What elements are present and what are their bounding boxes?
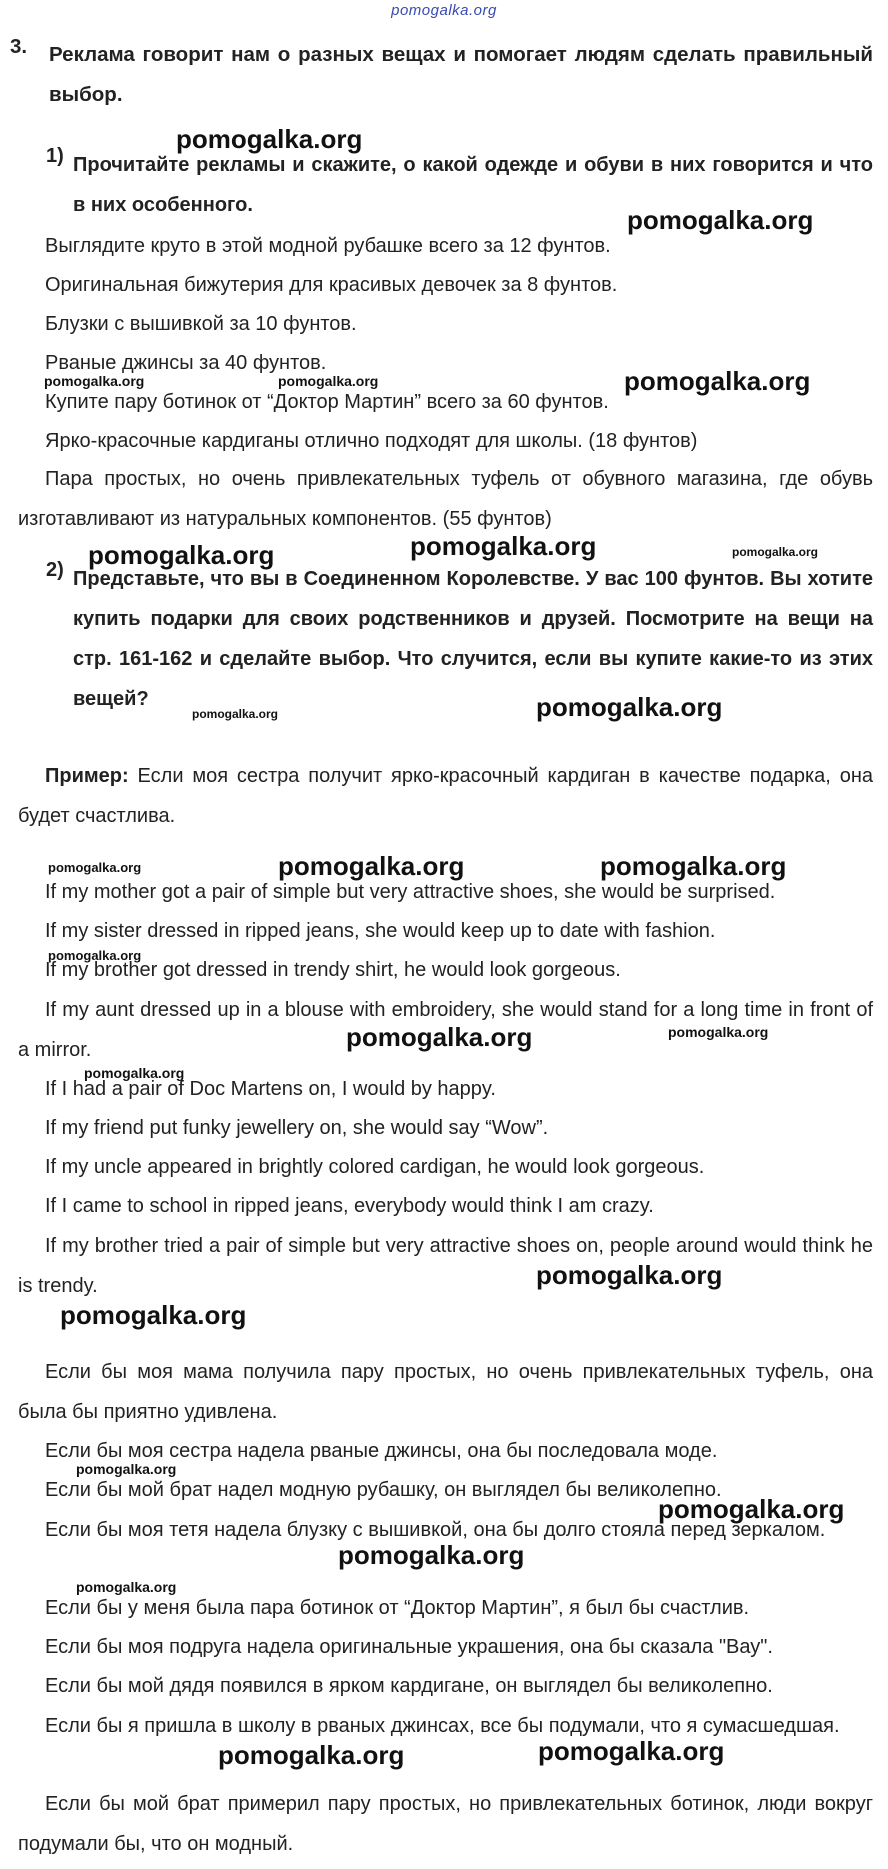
ad-item: Блузки с вышивкой за 10 фунтов.: [45, 313, 357, 335]
english-answer: If my sister dressed in ripped jeans, she would keep up to date with fashion.: [45, 920, 716, 942]
russian-answer: Если бы моя мама получила пару простых, но очень привлекательных туфель, она была бы приятно удивлена.: [18, 1361, 873, 1423]
watermark: pomogalka.org: [76, 1461, 177, 1477]
task-number: 3.: [10, 35, 28, 58]
example-text: Если моя сестра получит ярко-красочный кардиган в качестве подарка, она будет счастлива.: [18, 765, 873, 827]
watermark: pomogalka.org: [84, 1065, 185, 1081]
russian-answer: Если бы мой дядя появился в ярком кардигане, он выглядел бы великолепно.: [45, 1675, 773, 1697]
example-paragraph: [18, 756, 873, 836]
watermark: pomogalka.org: [44, 373, 145, 389]
english-answer: If my brother got dressed in trendy shirt, he would look gorgeous.: [45, 959, 621, 981]
watermark: pomogalka.org: [668, 1024, 769, 1040]
watermark: pomogalka.org: [538, 1736, 725, 1766]
english-answer: If my mother got a pair of simple but very attractive shoes, she would be surprised.: [45, 881, 776, 903]
watermark: pomogalka.org: [600, 851, 787, 881]
part2-number: 2): [46, 559, 64, 581]
watermark: pomogalka.org: [624, 366, 811, 396]
watermark: pomogalka.org: [627, 205, 814, 235]
russian-answer: Если бы у меня была пара ботинок от “Доктор Мартин”, я был бы счастлив.: [45, 1597, 750, 1619]
site-link[interactable]: pomogalka.org: [391, 2, 497, 19]
watermark: pomogalka.org: [536, 1260, 723, 1290]
english-answer: If my brother tried a pair of simple but very attractive shoes on, people around would think he is trendy.: [18, 1235, 873, 1297]
watermark: pomogalka.org: [48, 948, 142, 963]
english-answer: If my friend put funky jewellery on, she would say “Wow”.: [45, 1117, 549, 1139]
russian-answer: Если бы мой брат примерил пару простых, но привлекательных ботинок, люди вокруг подумали бы, что он модный.: [18, 1793, 873, 1855]
english-answer: If my uncle appeared in brightly colored cardigan, he would look gorgeous.: [45, 1156, 705, 1178]
ad-item: Выглядите круто в этой модной рубашке всего за 12 фунтов.: [45, 235, 611, 257]
task-text: Реклама говорит нам о разных вещах и помогает людям сделать правильный выбор.: [49, 43, 873, 106]
watermark: pomogalka.org: [278, 373, 379, 389]
russian-answer: Если бы мой брат надел модную рубашку, он выглядел бы великолепно.: [45, 1479, 722, 1501]
example-label: Пример:: [45, 765, 129, 787]
watermark: pomogalka.org: [536, 692, 723, 722]
russian-answer: Если бы я пришла в школу в рваных джинсах, все бы подумали, что я сумасшедшая.: [45, 1715, 840, 1737]
english-answer: If my aunt dressed up in a blouse with embroidery, she would stand for a long time in front of a mirror.: [18, 999, 873, 1061]
watermark: pomogalka.org: [218, 1740, 405, 1770]
part1-instruction: Прочитайте рекламы и скажите, о какой одежде и обуви в них говорится и что в них особенного.: [73, 154, 873, 216]
watermark: pomogalka.org: [732, 545, 819, 559]
watermark: pomogalka.org: [60, 1300, 247, 1330]
watermark: pomogalka.org: [88, 540, 275, 570]
watermark: pomogalka.org: [76, 1579, 177, 1595]
ad-item: Купите пару ботинок от “Доктор Мартин” всего за 60 фунтов.: [45, 391, 609, 413]
watermark: pomogalka.org: [338, 1540, 525, 1570]
watermark: pomogalka.org: [48, 860, 142, 875]
part1-number: 1): [46, 145, 64, 167]
russian-answer: Если бы моя подруга надела оригинальные украшения, она бы сказала "Вау".: [45, 1636, 773, 1658]
part2-instruction: Представьте, что вы в Соединенном Королевстве. У вас 100 фунтов. Вы хотите купить подарки для своих родственников и друзей. Посмотрите на вещи на стр. 161-162 и сделайте выбор. Что случится, если вы купите какие-то из этих вещей?: [73, 568, 873, 710]
russian-answer: Если бы моя тетя надела блузку с вышивкой, она бы долго стояла перед зеркалом.: [45, 1519, 826, 1541]
ad-item: Ярко-красочные кардиганы отлично подходят для школы. (18 фунтов): [45, 430, 698, 452]
watermark: pomogalka.org: [192, 707, 279, 721]
watermark: pomogalka.org: [410, 531, 597, 561]
watermark: pomogalka.org: [346, 1022, 533, 1052]
ad-item: Оригинальная бижутерия для красивых девочек за 8 фунтов.: [45, 274, 618, 296]
russian-answer: Если бы моя сестра надела рваные джинсы, она бы последовала моде.: [45, 1440, 718, 1462]
ad-item: Рваные джинсы за 40 фунтов.: [45, 352, 327, 374]
watermark: pomogalka.org: [658, 1494, 845, 1524]
english-answer: If I had a pair of Doc Martens on, I would by happy.: [45, 1078, 496, 1100]
english-answer: If I came to school in ripped jeans, everybody would think I am crazy.: [45, 1195, 654, 1217]
watermark: pomogalka.org: [176, 124, 363, 154]
ad-item: Пара простых, но очень привлекательных туфель от обувного магазина, где обувь изготавливают из натуральных компонентов. (55 фунтов): [18, 468, 873, 530]
watermark: pomogalka.org: [278, 851, 465, 881]
